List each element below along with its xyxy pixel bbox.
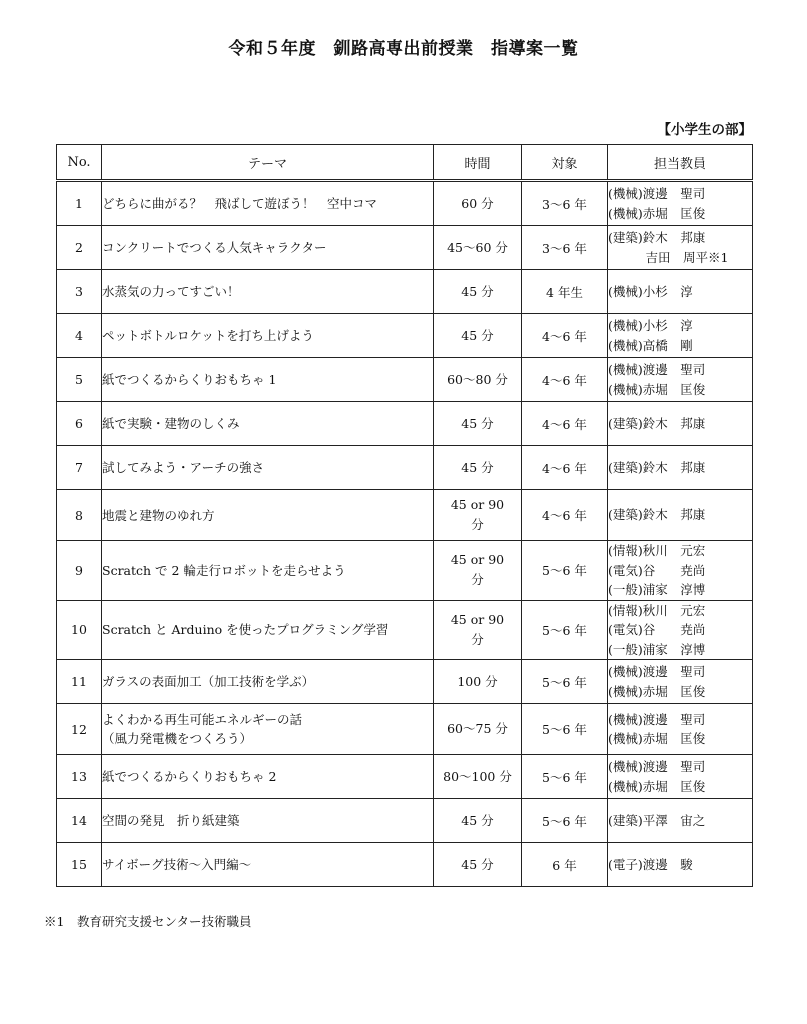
row-number: 12: [57, 704, 102, 755]
row-time: 80～100 分: [434, 755, 522, 799]
table-row: [57, 226, 753, 270]
row-number: 3: [57, 270, 102, 314]
row-theme: 空間の発見 折り紙建築: [102, 799, 434, 843]
row-teachers: (情報)秋川 元宏 (電気)谷 尭尚 (一般)浦家 淳博: [608, 600, 753, 660]
row-target: 4～6 年: [522, 446, 608, 490]
table-row: [57, 402, 753, 446]
row-theme: どちらに曲がる？ 飛ばして遊ぼう！ 空中コマ: [102, 181, 434, 226]
row-time: 45 分: [434, 799, 522, 843]
row-teachers: (建築)鈴木 邦康: [608, 490, 753, 541]
row-target: 4～6 年: [522, 490, 608, 541]
table-row: [57, 843, 753, 887]
row-number: 1: [57, 181, 102, 226]
row-number: 11: [57, 660, 102, 704]
row-teachers: (機械)小杉 淳 (機械)高橋 剛: [608, 314, 753, 358]
row-target: 4 年生: [522, 270, 608, 314]
row-time: 45 分: [434, 314, 522, 358]
row-time: 60～80 分: [434, 358, 522, 402]
row-teachers: (情報)秋川 元宏 (電気)谷 尭尚 (一般)浦家 淳博: [608, 541, 753, 601]
row-target: 3～6 年: [522, 226, 608, 270]
page-title: 令和５年度 釧路高専出前授業 指導案一覧: [228, 39, 579, 59]
table-row: [57, 799, 753, 843]
lesson-table: [56, 144, 753, 887]
row-target: 5～6 年: [522, 799, 608, 843]
row-teachers: (電子)渡邊 駿: [608, 843, 753, 887]
table-header-row: [57, 145, 753, 181]
row-theme: Scratch で 2 輪走行ロボットを走らせよう: [102, 541, 434, 601]
row-time: 45 分: [434, 843, 522, 887]
row-number: 13: [57, 755, 102, 799]
header-theme: テーマ: [102, 145, 434, 181]
row-number: 8: [57, 490, 102, 541]
table-row: [57, 314, 753, 358]
table-row: [57, 358, 753, 402]
row-number: 5: [57, 358, 102, 402]
row-time: 45 or 90 分: [434, 490, 522, 541]
row-target: 5～6 年: [522, 704, 608, 755]
row-number: 14: [57, 799, 102, 843]
section-label: 【小学生の部】: [657, 122, 752, 138]
row-theme: 試してみよう・アーチの強さ: [102, 446, 434, 490]
row-teachers: (機械)渡邊 聖司 (機械)赤堀 匡俊: [608, 704, 753, 755]
row-teachers: (建築)鈴木 邦康: [608, 402, 753, 446]
row-theme: 紙でつくるからくりおもちゃ 1: [102, 358, 434, 402]
row-time: 45 分: [434, 270, 522, 314]
row-time: 45 分: [434, 446, 522, 490]
header-target: 対象: [522, 145, 608, 181]
row-target: 4～6 年: [522, 314, 608, 358]
row-teachers: (建築)鈴木 邦康 吉田 周平※1: [608, 226, 753, 270]
row-target: 5～6 年: [522, 755, 608, 799]
header-teachers: 担当教員: [608, 145, 753, 181]
row-time: 60 分: [434, 181, 522, 226]
row-theme: 水蒸気の力ってすごい！: [102, 270, 434, 314]
row-teachers: (建築)鈴木 邦康: [608, 446, 753, 490]
row-theme: ガラスの表面加工（加工技術を学ぶ）: [102, 660, 434, 704]
row-number: 4: [57, 314, 102, 358]
row-teachers: (建築)平澤 宙之: [608, 799, 753, 843]
row-time: 45 or 90 分: [434, 541, 522, 601]
row-target: 5～6 年: [522, 541, 608, 601]
row-target: 4～6 年: [522, 358, 608, 402]
table-row: [57, 541, 753, 601]
row-number: 9: [57, 541, 102, 601]
row-theme: ペットボトルロケットを打ち上げよう: [102, 314, 434, 358]
header-time: 時間: [434, 145, 522, 181]
row-target: 3～6 年: [522, 181, 608, 226]
table-row: [57, 755, 753, 799]
row-number: 10: [57, 600, 102, 660]
row-time: 100 分: [434, 660, 522, 704]
row-time: 45 分: [434, 402, 522, 446]
row-target: 5～6 年: [522, 660, 608, 704]
row-number: 2: [57, 226, 102, 270]
row-number: 15: [57, 843, 102, 887]
row-time: 45～60 分: [434, 226, 522, 270]
table-row: [57, 704, 753, 755]
row-theme: 紙で実験・建物のしくみ: [102, 402, 434, 446]
row-number: 7: [57, 446, 102, 490]
row-teachers: (機械)渡邊 聖司 (機械)赤堀 匡俊: [608, 358, 753, 402]
row-theme: サイボーグ技術～入門編～: [102, 843, 434, 887]
row-target: 6 年: [522, 843, 608, 887]
row-theme: 紙でつくるからくりおもちゃ 2: [102, 755, 434, 799]
row-time: 45 or 90 分: [434, 600, 522, 660]
table-row: [57, 600, 753, 660]
row-teachers: (機械)渡邊 聖司 (機械)赤堀 匡俊: [608, 181, 753, 226]
table-row: [57, 660, 753, 704]
table-row: [57, 490, 753, 541]
row-theme: よくわかる再生可能エネルギーの話 （風力発電機をつくろう）: [102, 704, 434, 755]
footnote: ※1 教育研究支援センター技術職員: [44, 914, 252, 929]
row-theme: Scratch と Arduino を使ったプログラミング学習: [102, 600, 434, 660]
row-teachers: (機械)小杉 淳: [608, 270, 753, 314]
row-target: 4～6 年: [522, 402, 608, 446]
row-theme: コンクリートでつくる人気キャラクター: [102, 226, 434, 270]
table-row: [57, 270, 753, 314]
table-row: [57, 446, 753, 490]
row-target: 5～6 年: [522, 600, 608, 660]
header-no: No.: [57, 145, 102, 181]
row-teachers: (機械)渡邊 聖司 (機械)赤堀 匡俊: [608, 660, 753, 704]
row-teachers: (機械)渡邊 聖司 (機械)赤堀 匡俊: [608, 755, 753, 799]
row-theme: 地震と建物のゆれ方: [102, 490, 434, 541]
table-row: [57, 181, 753, 226]
row-time: 60～75 分: [434, 704, 522, 755]
row-number: 6: [57, 402, 102, 446]
